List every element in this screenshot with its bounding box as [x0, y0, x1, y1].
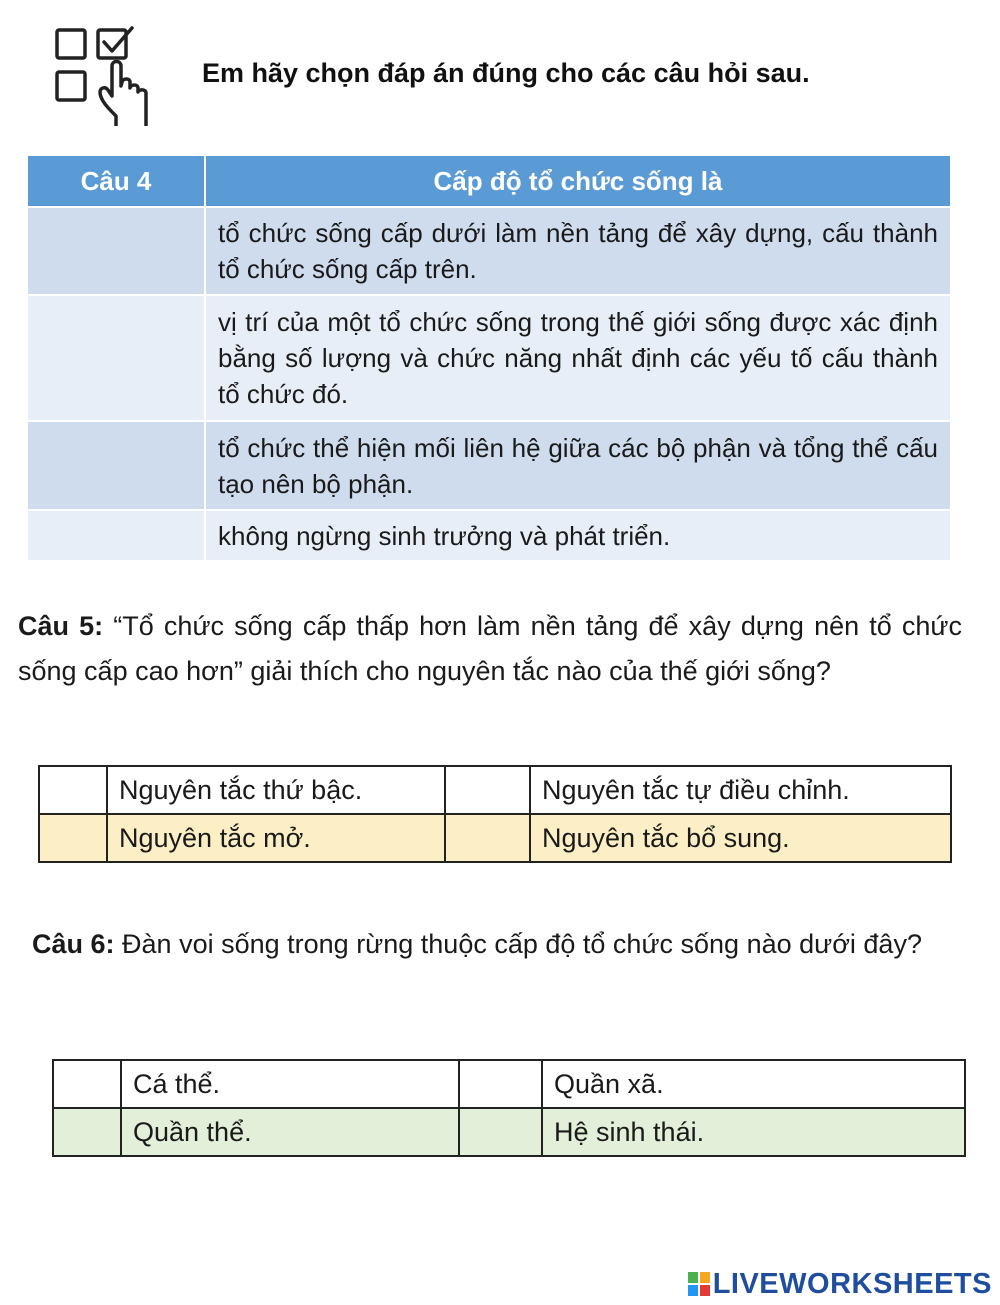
- answer-checkbox[interactable]: [459, 1060, 542, 1108]
- question-6-text: [32, 922, 978, 967]
- answer-checkbox[interactable]: [445, 814, 530, 862]
- answer-row[interactable]: [28, 206, 950, 294]
- answer-checkbox[interactable]: [53, 1060, 121, 1108]
- answer-checkbox[interactable]: [39, 814, 107, 862]
- answer-drop-slot[interactable]: [28, 509, 206, 560]
- answer-option-text[interactable]: không ngừng sinh trưởng và phát triển.: [206, 509, 950, 560]
- liveworksheets-logo-icon: [688, 1272, 710, 1296]
- question-5-text: [18, 604, 962, 694]
- question-4-title: Cấp độ tổ chức sống là: [206, 156, 950, 206]
- answer-option-text[interactable]: Nguyên tắc mở.: [107, 814, 445, 862]
- brand-name: LIVEWORKSHEETS: [712, 1267, 992, 1300]
- answer-checkbox[interactable]: [39, 766, 107, 814]
- answer-drop-slot[interactable]: [28, 206, 206, 294]
- question-5-answers: [38, 765, 952, 863]
- answer-row: [39, 766, 951, 814]
- answer-drop-slot[interactable]: [28, 420, 206, 509]
- answer-row: [53, 1060, 965, 1108]
- answer-checkbox[interactable]: [53, 1108, 121, 1156]
- instruction-heading: Em hãy chọn đáp án đúng cho các câu hỏi sau.: [202, 58, 810, 88]
- answer-checkbox[interactable]: [459, 1108, 542, 1156]
- answer-drop-slot[interactable]: [28, 294, 206, 420]
- answer-option-text[interactable]: vị trí của một tổ chức sống trong thế giới sống được xác định bằng số lượng và chức năng nhất định các yếu tố cấu thành tổ chức đó.: [206, 294, 950, 420]
- answer-row: [39, 814, 951, 862]
- answer-option-text[interactable]: Nguyên tắc bổ sung.: [530, 814, 951, 862]
- question-4-header-row: [28, 156, 950, 206]
- checklist-hand-icon: [52, 26, 156, 126]
- answer-option-text[interactable]: Quần thể.: [121, 1108, 459, 1156]
- question-6-label: Câu 6:: [32, 929, 115, 959]
- answer-row: [53, 1108, 965, 1156]
- question-4-table: [28, 156, 950, 560]
- question-6-answers: [52, 1059, 966, 1157]
- answer-option-text[interactable]: Cá thể.: [121, 1060, 459, 1108]
- question-4-label: Câu 4: [28, 156, 206, 206]
- answer-option-text[interactable]: Quần xã.: [542, 1060, 965, 1108]
- answer-option-text[interactable]: Nguyên tắc tự điều chỉnh.: [530, 766, 951, 814]
- answer-checkbox[interactable]: [445, 766, 530, 814]
- question-6-body: Đàn voi sống trong rừng thuộc cấp độ tổ chức sống nào dưới đây?: [122, 929, 922, 959]
- answer-row[interactable]: [28, 420, 950, 509]
- answer-row[interactable]: [28, 509, 950, 560]
- answer-option-text[interactable]: tổ chức sống cấp dưới làm nền tảng để xây dựng, cấu thành tổ chức sống cấp trên.: [206, 206, 950, 294]
- question-5-body: “Tổ chức sống cấp thấp hơn làm nền tảng để xây dựng nên tổ chức sống cấp cao hơn” giải thích cho nguyên tắc nào của thế giới sống?: [18, 611, 962, 686]
- answer-option-text[interactable]: Hệ sinh thái.: [542, 1108, 965, 1156]
- answer-option-text[interactable]: tổ chức thể hiện mối liên hệ giữa các bộ phận và tổng thể cấu tạo nên bộ phận.: [206, 420, 950, 509]
- answer-option-text[interactable]: Nguyên tắc thứ bậc.: [107, 766, 445, 814]
- answer-row[interactable]: [28, 294, 950, 420]
- question-5-label: Câu 5:: [18, 611, 104, 641]
- liveworksheets-brand: [688, 1267, 992, 1301]
